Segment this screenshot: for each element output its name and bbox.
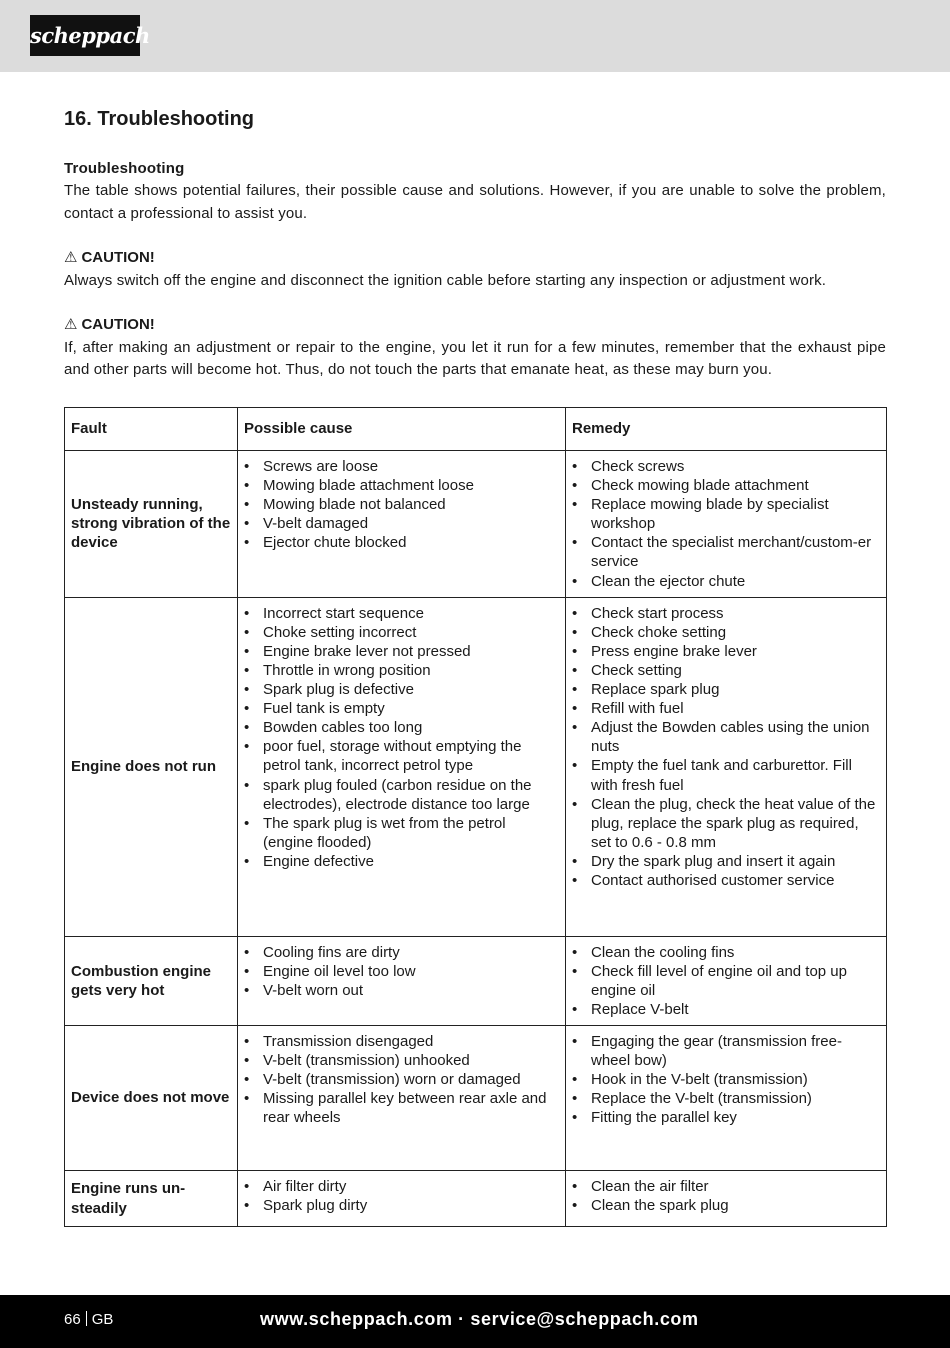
caution-block-1: [64, 247, 886, 292]
page-number: 66: [64, 1311, 81, 1328]
cause-list-item: • The spark plug is wet from the petrol (engine flooded): [244, 814, 559, 852]
caution-text: Always switch off the engine and disconnect the ignition cable before starting any inspection or adjustment work.: [64, 271, 827, 289]
remedy-list-item: • Replace spark plug: [572, 680, 880, 699]
cause-list-item: • Spark plug is defective: [244, 680, 559, 699]
remedy-cell: [566, 936, 887, 1025]
intro-heading: Troubleshooting: [64, 160, 185, 177]
intro-text: The table shows potential failures, their possible cause and solutions. However, if you are unable to solve the problem, contact a professional to assist you.: [64, 182, 886, 222]
cause-cell: [238, 451, 566, 598]
cause-list-item: • Incorrect start sequence: [244, 604, 559, 623]
cause-list-item: • V-belt (transmission) unhooked: [244, 1051, 559, 1070]
cause-cell: [238, 936, 566, 1025]
cause-list-item: • Choke setting incorrect: [244, 623, 559, 642]
cause-list-item: • Bowden cables too long: [244, 718, 559, 737]
caution-heading: [64, 247, 886, 270]
cause-list-item: • Cooling fins are dirty: [244, 943, 559, 962]
fault-cell: Unsteady running, strong vibration of the device: [65, 451, 238, 598]
footer-website: www.scheppach.com · service@scheppach.com: [260, 1309, 699, 1329]
page-indicator: [64, 1309, 113, 1331]
remedy-cell: [566, 1026, 887, 1171]
cause-list: [244, 457, 559, 552]
cause-list-item: • Mowing blade attachment loose: [244, 476, 559, 495]
remedy-list-item: • Replace mowing blade by specialist workshop: [572, 495, 880, 533]
remedy-list-item: • Replace V-belt: [572, 1000, 880, 1019]
header-remedy: Remedy: [566, 408, 887, 451]
remedy-list: [572, 943, 880, 1019]
fault-cell: Engine does not run: [65, 597, 238, 936]
cause-list-item: • Missing parallel key between rear axle and rear wheels: [244, 1089, 559, 1127]
remedy-list-item: • Fitting the parallel key: [572, 1108, 880, 1127]
section-title: 16. Troubleshooting: [64, 108, 255, 130]
remedy-list-item: • Contact authorised customer service: [572, 871, 880, 890]
remedy-list-item: • Clean the ejector chute: [572, 572, 880, 591]
cause-list-item: • Transmission disengaged: [244, 1032, 559, 1051]
cause-list-item: • Ejector chute blocked: [244, 533, 559, 552]
remedy-list-item: • Engaging the gear (transmission free-wheel bow): [572, 1032, 880, 1070]
caution-heading: [64, 314, 886, 337]
cause-list-item: • Throttle in wrong position: [244, 661, 559, 680]
warning-triangle-icon: ⚠: [64, 249, 78, 266]
cause-cell: [238, 597, 566, 936]
cause-list-item: • Engine oil level too low: [244, 962, 559, 981]
cause-list-item: • poor fuel, storage without emptying the petrol tank, incorrect petrol type: [244, 737, 559, 775]
table-header-row: [65, 408, 887, 451]
scheppach-logo: scheppach: [30, 15, 140, 56]
cause-list: [244, 604, 559, 871]
cause-list-item: • V-belt worn out: [244, 981, 559, 1000]
remedy-list-item: • Hook in the V-belt (transmission): [572, 1070, 880, 1089]
cause-cell: [238, 1171, 566, 1227]
remedy-list-item: • Check fill level of engine oil and top up engine oil: [572, 962, 880, 1000]
remedy-list-item: • Clean the plug, check the heat value of the plug, replace the spark plug as required, set to 0.6 - 0.8 mm: [572, 795, 880, 852]
remedy-cell: [566, 451, 887, 598]
remedy-cell: [566, 1171, 887, 1227]
remedy-list-item: • Check mowing blade attachment: [572, 476, 880, 495]
remedy-list: [572, 1032, 880, 1127]
cause-cell: [238, 1026, 566, 1171]
table-row: [65, 936, 887, 1025]
remedy-list-item: • Check setting: [572, 661, 880, 680]
caution-label: CAUTION!: [81, 316, 155, 333]
header-band: [0, 0, 950, 72]
remedy-list-item: • Check start process: [572, 604, 880, 623]
caution-text: If, after making an adjustment or repair to the engine, you let it run for a few minutes, remember that the exhaust pipe and other parts will become hot. Thus, do not touch the parts that emanate heat, as these may burn you.: [64, 338, 886, 378]
fault-cell: Engine runs un-steadily: [65, 1171, 238, 1227]
header-possible-cause: Possible cause: [238, 408, 566, 451]
fault-cell: Device does not move: [65, 1026, 238, 1171]
cause-list-item: • V-belt (transmission) worn or damaged: [244, 1070, 559, 1089]
remedy-list-item: • Clean the cooling fins: [572, 943, 880, 962]
remedy-list: [572, 1177, 880, 1215]
remedy-list-item: • Replace the V-belt (transmission): [572, 1089, 880, 1108]
troubleshooting-table: [64, 407, 887, 1227]
remedy-list-item: • Clean the spark plug: [572, 1196, 880, 1215]
cause-list-item: • V-belt damaged: [244, 514, 559, 533]
footer-band: [0, 1295, 950, 1348]
fault-cell: Combustion engine gets very hot: [65, 936, 238, 1025]
footer-divider: [86, 1311, 87, 1326]
remedy-list-item: • Refill with fuel: [572, 699, 880, 718]
remedy-list: [572, 604, 880, 890]
cause-list-item: • spark plug fouled (carbon residue on the electrodes), electrode distance too large: [244, 776, 559, 814]
page-content: [64, 104, 886, 382]
remedy-list: [572, 457, 880, 591]
cause-list-item: • Screws are loose: [244, 457, 559, 476]
remedy-list-item: • Clean the air filter: [572, 1177, 880, 1196]
cause-list-item: • Engine brake lever not pressed: [244, 642, 559, 661]
cause-list-item: • Engine defective: [244, 852, 559, 871]
cause-list: [244, 943, 559, 1000]
caution-label: CAUTION!: [81, 249, 155, 266]
table-row: [65, 1026, 887, 1171]
remedy-list-item: • Press engine brake lever: [572, 642, 880, 661]
remedy-cell: [566, 597, 887, 936]
remedy-list-item: • Empty the fuel tank and carburettor. Fill with fresh fuel: [572, 756, 880, 794]
language-code: GB: [91, 1311, 114, 1328]
remedy-list-item: • Check screws: [572, 457, 880, 476]
caution-block-2: [64, 314, 886, 382]
cause-list: [244, 1177, 559, 1215]
cause-list-item: • Spark plug dirty: [244, 1196, 559, 1215]
cause-list: [244, 1032, 559, 1127]
table-row: [65, 1171, 887, 1227]
remedy-list-item: • Adjust the Bowden cables using the union nuts: [572, 718, 880, 756]
cause-list-item: • Fuel tank is empty: [244, 699, 559, 718]
warning-triangle-icon: ⚠: [64, 316, 78, 333]
remedy-list-item: • Check choke setting: [572, 623, 880, 642]
remedy-list-item: • Dry the spark plug and insert it again: [572, 852, 880, 871]
cause-list-item: • Air filter dirty: [244, 1177, 559, 1196]
header-fault: Fault: [65, 408, 238, 451]
remedy-list-item: • Contact the specialist merchant/custom-er service: [572, 533, 880, 571]
table-body: [65, 451, 887, 1227]
table-row: [65, 597, 887, 936]
table-row: [65, 451, 887, 598]
cause-list-item: • Mowing blade not balanced: [244, 495, 559, 514]
